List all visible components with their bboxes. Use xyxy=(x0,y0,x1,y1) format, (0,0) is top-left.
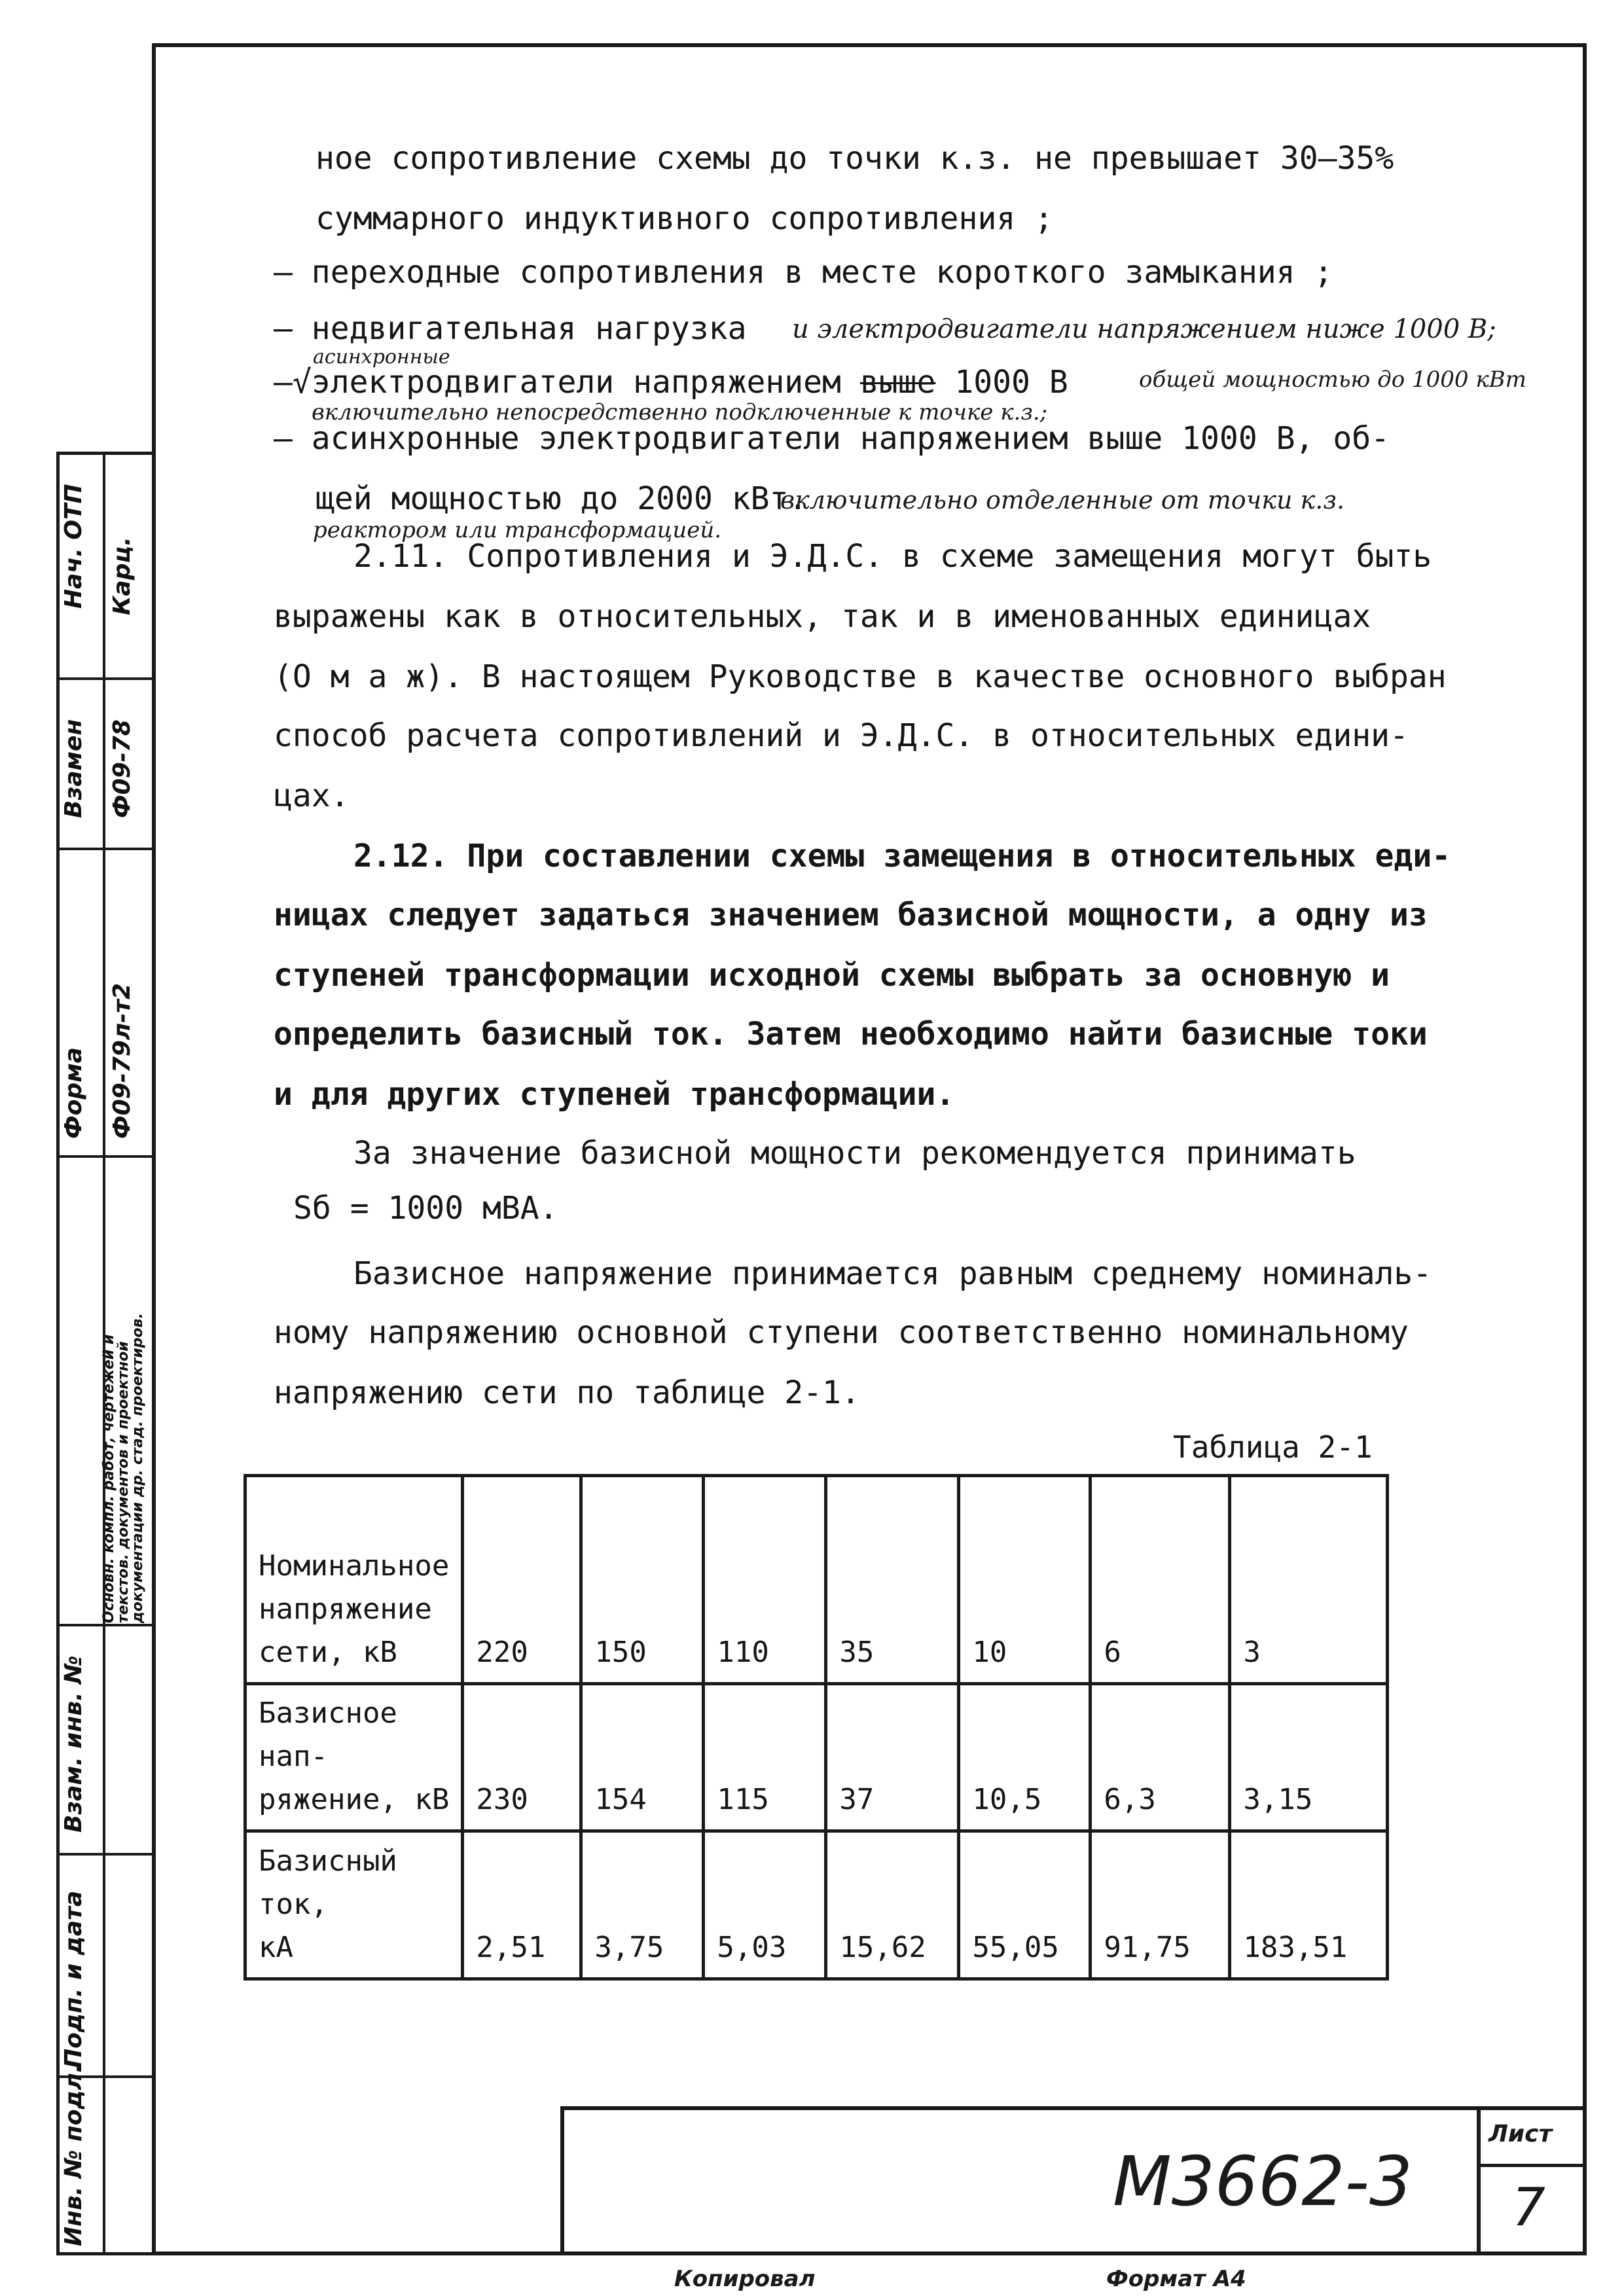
footer-format: Формат А4 xyxy=(1106,2266,1246,2292)
text-line: 2.12. При составлении схемы замещения в относительных еди- xyxy=(353,838,1451,874)
text-line: ступеней трансформации исходной схемы выбрать за основную и xyxy=(274,957,1390,994)
text-line: и для других ступеней трансформации. xyxy=(274,1076,955,1113)
table-cell: 2,51 xyxy=(463,1831,581,1979)
table-cell: 5,03 xyxy=(704,1831,826,1979)
stamp-inv-podl: Инв. № подл. xyxy=(60,2064,87,2246)
stamp-nach-signature: Карц. xyxy=(109,537,135,615)
text-fragment: электродвигатели напряжением xyxy=(311,364,841,401)
stamp-osnovn: Основн. компл. работ, чертежей и текстов. документов и проектной документации др. стад. проектиров. xyxy=(101,1313,146,1623)
handwritten-note: включительно отделенные от точки к.з. xyxy=(780,486,1345,514)
table-cell: 6 xyxy=(1091,1476,1230,1684)
text-line: щей мощностью до 2000 кВт. xyxy=(316,480,808,517)
text-fragment: 1000 В xyxy=(954,364,1068,401)
stamp-vzamen-value: Ф09-78 xyxy=(109,719,135,818)
table-cell: 110 xyxy=(704,1476,826,1684)
table-cell: 154 xyxy=(581,1684,704,1831)
struck-word: выше xyxy=(859,364,936,401)
table-cell: 150 xyxy=(581,1476,704,1684)
text-line: ному напряжению основной ступени соответственно номинальному xyxy=(274,1314,1409,1351)
text-line: Sб = 1000 мВА. xyxy=(293,1190,558,1227)
table-cell: 10 xyxy=(959,1476,1091,1684)
table-cell: 37 xyxy=(826,1684,959,1831)
table-cell: 91,75 xyxy=(1091,1831,1230,1979)
table-row xyxy=(245,1831,1388,1979)
table-cell: 55,05 xyxy=(959,1831,1091,1979)
text-line: ницах следует задаться значением базисной мощности, а одну из xyxy=(274,897,1428,933)
text-line: суммарного индуктивного сопротивления ; xyxy=(316,200,1054,237)
text-line: – переходные сопротивления в месте короткого замыкания ; xyxy=(274,254,1333,291)
table-cell: 6,3 xyxy=(1091,1684,1230,1831)
bullet-mark: –√ xyxy=(274,364,312,401)
side-stamp-cell xyxy=(60,1853,152,1856)
handwritten-note: общей мощностью до 1000 кВт xyxy=(1139,367,1526,393)
sheet-label: Лист xyxy=(1489,2121,1553,2147)
table-cell: 35 xyxy=(826,1476,959,1684)
text-line: ное сопротивление схемы до точки к.з. не превышает 30–35% xyxy=(316,140,1394,177)
table-row xyxy=(245,1476,1388,1684)
text-line: Базисное напряжение принимается равным среднему номиналь- xyxy=(353,1255,1432,1292)
text-line: определить базисный ток. Затем необходимо найти базисные токи xyxy=(274,1016,1428,1052)
table-cell: 10,5 xyxy=(959,1684,1091,1831)
handwritten-note: реактором или трансформацией. xyxy=(313,517,722,543)
table-cell: 183,51 xyxy=(1230,1831,1388,1979)
side-stamp-cell xyxy=(60,677,152,680)
table-cell: 15,62 xyxy=(826,1831,959,1979)
text-line: (О м а ж). В настоящем Руководстве в качестве основного выбран xyxy=(274,658,1447,695)
voltage-table xyxy=(244,1474,1389,1981)
stamp-podp-data: Подп. и дата xyxy=(60,1890,87,2068)
table-row-label: Базисное нап- ряжение, кВ xyxy=(245,1684,463,1831)
sheet-number: 7 xyxy=(1512,2177,1545,2238)
table-cell: 220 xyxy=(463,1476,581,1684)
stamp-forma-value: Ф09-79л-т2 xyxy=(109,982,135,1139)
table-caption: Таблица 2-1 xyxy=(1173,1429,1373,1465)
stamp-vzam-inv: Взам. инв. № xyxy=(60,1655,87,1833)
side-stamp-cell xyxy=(60,1624,152,1626)
table-row xyxy=(245,1684,1388,1831)
text-line: выражены как в относительных, так и в именованных единицах xyxy=(274,598,1371,635)
table-row-label: Номинальное напряжение сети, кВ xyxy=(245,1476,463,1684)
title-block xyxy=(560,2106,1587,2255)
sheet-box-divider xyxy=(1481,2164,1587,2167)
table-cell: 115 xyxy=(704,1684,826,1831)
text-line: За значение базисной мощности рекомендуется принимать xyxy=(353,1135,1356,1172)
text-line: – недвигательная нагрузка xyxy=(274,310,747,347)
side-stamp-cell xyxy=(60,1155,152,1158)
handwritten-insert: асинхронные xyxy=(313,346,450,368)
table-cell: 3 xyxy=(1230,1476,1388,1684)
side-stamp-cell xyxy=(60,848,152,850)
table-cell: 230 xyxy=(463,1684,581,1831)
table-cell: 3,15 xyxy=(1230,1684,1388,1831)
text-line: напряжению сети по таблице 2-1. xyxy=(274,1374,860,1411)
document-number: М3662-3 xyxy=(1113,2142,1413,2221)
text-line xyxy=(274,364,1068,401)
table-row-label: Базисный ток, кА xyxy=(245,1831,463,1979)
handwritten-note: и электродвигатели напряжением ниже 1000 В; xyxy=(792,314,1496,344)
text-line: – асинхронные электродвигатели напряжением выше 1000 В, об- xyxy=(274,420,1390,457)
stamp-forma: Форма xyxy=(60,1047,87,1139)
text-line: способ расчета сопротивлений и Э.Д.С. в относительных едини- xyxy=(274,717,1409,754)
stamp-nach-otp: Нач. ОТП xyxy=(60,484,87,609)
footer-copied: Копировал xyxy=(674,2266,816,2292)
text-line: цах. xyxy=(274,778,350,814)
handwritten-note: включительно непосредственно подключенные к точке к.з.; xyxy=(312,399,1048,425)
stamp-vzamen: Взамен xyxy=(60,719,87,818)
table-cell: 3,75 xyxy=(581,1831,704,1979)
text-line: 2.11. Сопротивления и Э.Д.С. в схеме замещения могут быть xyxy=(353,538,1432,575)
